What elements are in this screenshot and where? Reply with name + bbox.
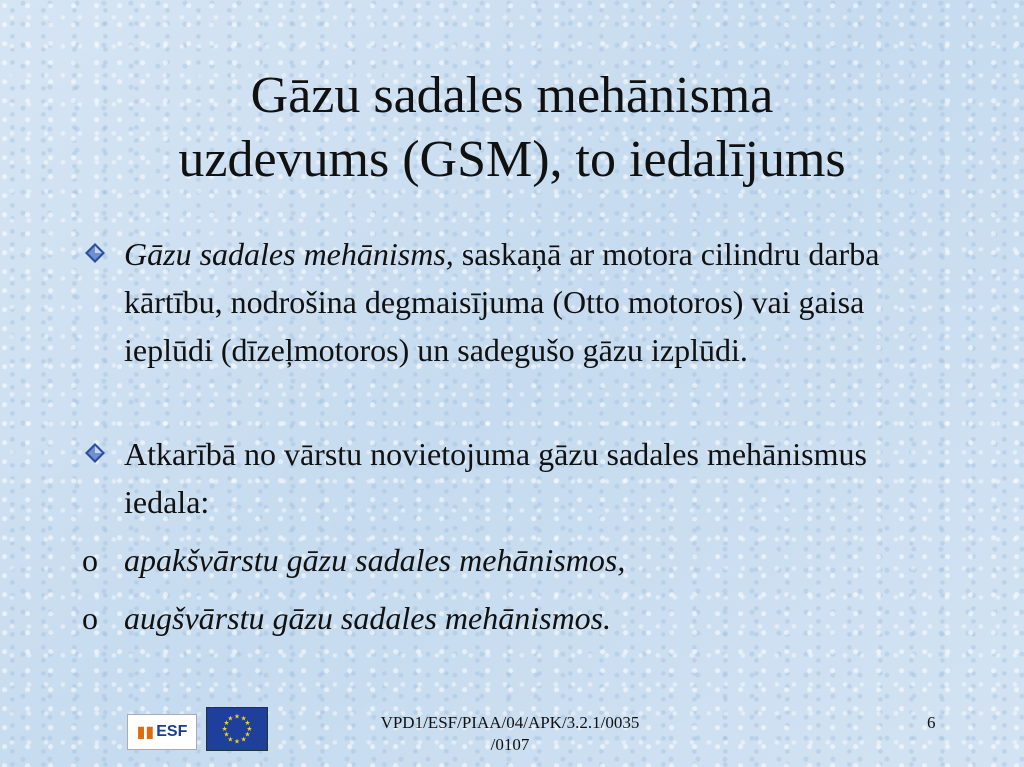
svg-text:★: ★ (223, 730, 230, 739)
page-number: 6 (927, 713, 936, 732)
svg-text:★: ★ (244, 719, 251, 728)
sub-marker: o (82, 600, 98, 636)
bullet-rest: saskaņā ar motora cilindru darba kārtību, nodrošina degmaisījuma (Otto motoros) vai gaisa ieplūdi (dīzeļmotoros) un sadegušo gāzu izplūdi. (124, 236, 880, 368)
sub-text: apakšvārstu gāzu sadales mehānismos, (124, 542, 626, 578)
bullet-text (124, 230, 958, 374)
svg-text:★: ★ (221, 724, 228, 733)
sub-item-1 (82, 536, 962, 584)
svg-text:★: ★ (223, 719, 230, 728)
sub-item-2 (82, 594, 962, 642)
footer-code-line-1: VPD1/ESF/PIAA/04/APK/3.2.1/0035 (380, 713, 640, 732)
svg-text:★: ★ (227, 714, 234, 723)
footer-code-line-2: /0107 (490, 735, 530, 754)
footer-project-code (320, 712, 700, 756)
sub-marker: o (82, 542, 98, 578)
svg-text:★: ★ (227, 735, 234, 744)
title-line-1: Gāzu sadales mehānisma (250, 67, 774, 124)
bullet-lead: Gāzu sadales mehānisms, (124, 236, 454, 272)
bullet-text: Atkarībā no vārstu novietojuma gāzu sadales mehānismus iedala: (124, 436, 867, 520)
slide-title (60, 64, 964, 192)
svg-text:★: ★ (246, 724, 253, 733)
esf-logo-text: ESF (156, 723, 188, 740)
bullet-item-1 (78, 230, 958, 374)
svg-text:★: ★ (240, 714, 247, 723)
eu-flag-icon (206, 707, 268, 751)
diamond-bullet-icon (84, 242, 106, 264)
svg-text:★: ★ (234, 737, 240, 746)
esf-logo (127, 714, 197, 750)
esf-mark-icon: ▮▮ (136, 724, 155, 741)
svg-text:★: ★ (240, 735, 247, 744)
title-line-2: uzdevums (GSM), to iedalījums (178, 131, 846, 188)
sub-text: augšvārstu gāzu sadales mehānismos. (124, 600, 612, 636)
diamond-bullet-icon (84, 442, 106, 464)
bullet-item-2 (78, 430, 958, 526)
svg-text:★: ★ (244, 730, 251, 739)
svg-text:★: ★ (234, 712, 240, 721)
